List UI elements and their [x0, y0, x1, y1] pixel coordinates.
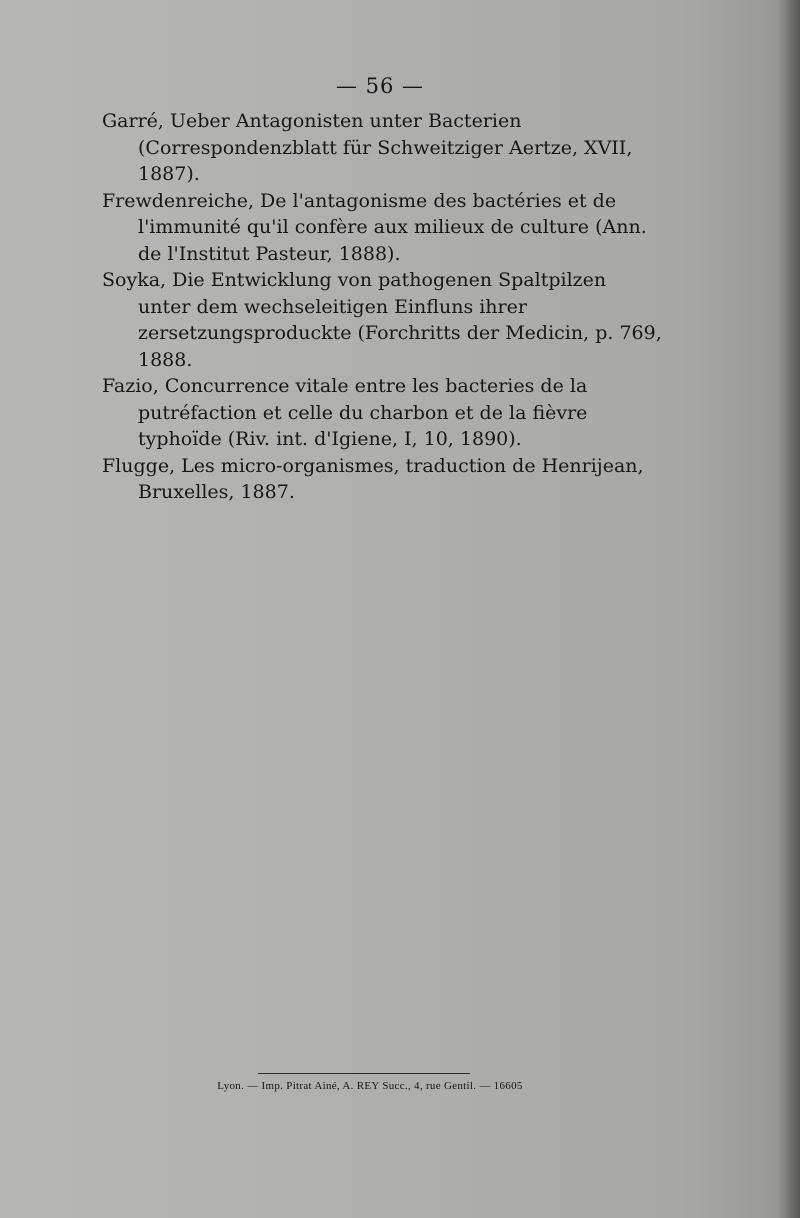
- reference-entry-garre: Garré, Ueber Antagonisten unter Bacterien (Correspondenzblatt für Schweitziger Aertze, XVII, 1887).: [102, 110, 633, 185]
- reference-list: [102, 108, 662, 506]
- reference-entry-soyka: Soyka, Die Entwicklung von pathogenen Spaltpilzen unter dem wechseleitigen Einfluns ihrer zersetzungsproduckte (Forchritts der Medicin, p. 769, 1888.: [102, 269, 662, 371]
- page-number: — 56 —: [335, 74, 425, 98]
- footer-rule: [258, 1073, 470, 1074]
- page-edge-shadow: [778, 0, 800, 1218]
- reference-entry-fazio: Fazio, Concurrence vitale entre les bacteries de la putréfaction et celle du charbon et de la fièvre typhoïde (Riv. int. d'Igiene, I, 10, 1890).: [102, 375, 588, 450]
- reference-entry-freudenreich: Frewdenreiche, De l'antagonisme des bactéries et de l'immunité qu'il confère aux milieux de culture (Ann. de l'Institut Pasteur, 1888).: [102, 189, 647, 265]
- printer-imprint: Lyon. — Imp. Pitrat Ainé, A. REY Succ., 4, rue Gentil. — 16605: [217, 1080, 523, 1092]
- reference-entry-flugge: Flugge, Les micro-organismes, traduction de Henrijean, Bruxelles, 1887.: [102, 454, 644, 503]
